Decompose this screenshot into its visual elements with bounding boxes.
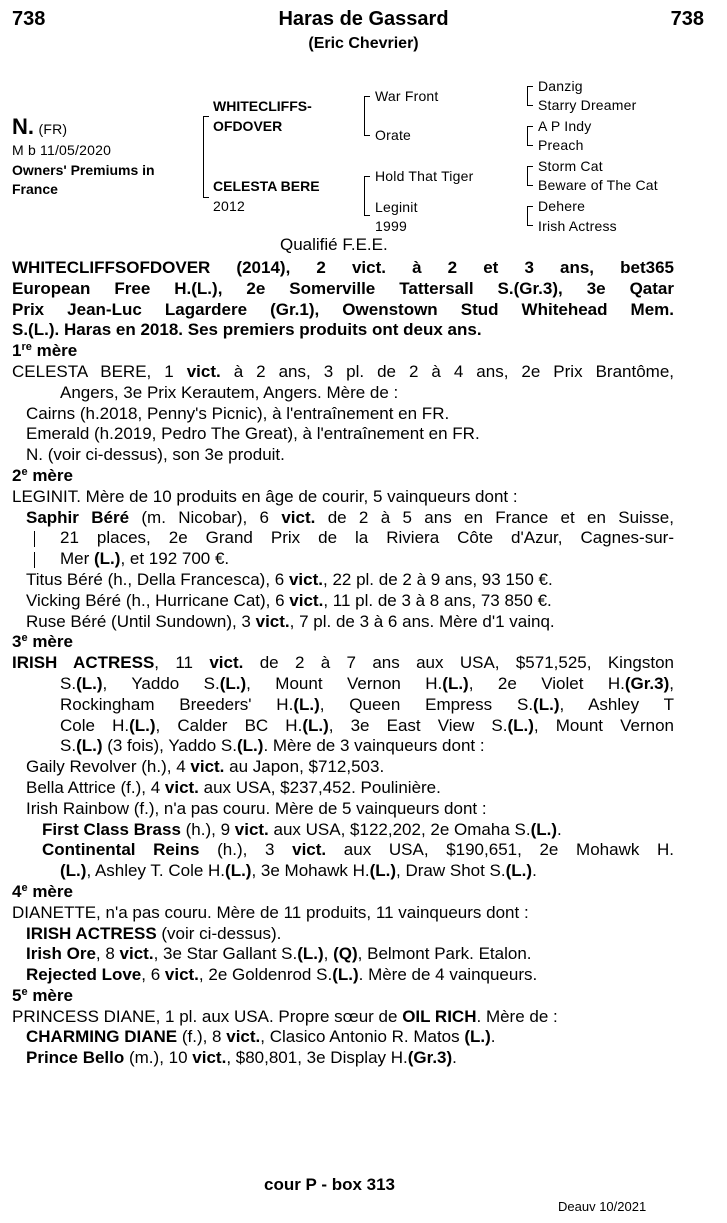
premium-line-1: Owners' Premiums in xyxy=(12,162,155,178)
pedigree-bracket-3a xyxy=(527,86,533,106)
margin-bar-2 xyxy=(34,552,35,568)
dam3-line-6: Gaily Revolver (h.), 4 vict. au Japon, $712,503. xyxy=(26,757,385,777)
dam5-line-3: Prince Bello (m.), 10 vict., $80,801, 3e Display H.(Gr.3). xyxy=(26,1048,457,1068)
dam2-line-6: Vicking Béré (h., Hurricane Cat), 6 vict., 11 pl. de 3 à 8 ans, 73 850 €. xyxy=(26,590,552,610)
dam2-line-4: Mer (L.), et 192 700 €. xyxy=(60,549,230,569)
dam2-line-1: LEGINIT. Mère de 10 produits en âge de courir, 5 vainqueurs dont : xyxy=(12,486,518,506)
dam4-line-4: Rejected Love, 6 vict., 2e Goldenrod S.(L.). Mère de 4 vainqueurs. xyxy=(26,965,538,985)
sire-text-4: S.(L.). Haras en 2018. Ses premiers produits ont deux ans. xyxy=(12,320,482,340)
footer-date: Deauv 10/2021 xyxy=(558,1199,647,1214)
pedigree-bracket-3c xyxy=(527,166,533,186)
dam-year: 2012 xyxy=(213,198,245,214)
section-heading-4: 4e mère xyxy=(12,881,73,901)
dam2-line-5: Titus Béré (h., Della Francesca), 6 vict., 22 pl. de 2 à 9 ans, 93 150 €. xyxy=(26,569,553,589)
pedigree-bracket-1 xyxy=(203,116,209,198)
dam3-line-1: IRISH ACTRESS, 11 vict. de 2 à 7 ans aux USA, $571,525, Kingston xyxy=(12,653,674,673)
lot-number-right: 738 xyxy=(670,8,704,30)
dss: Storm Cat xyxy=(538,158,603,174)
ssd: Starry Dreamer xyxy=(538,97,637,113)
sds: A P Indy xyxy=(538,118,592,134)
dam3-line-4: Cole H.(L.), Calder BC H.(L.), 3e East View S.(L.), Mount Vernon xyxy=(60,715,674,735)
lot-number-left: 738 xyxy=(12,8,46,30)
horse-id xyxy=(12,114,67,140)
ddd: Irish Actress xyxy=(538,218,617,234)
sdd: Preach xyxy=(538,137,584,153)
horse-sex-birth: M b 11/05/2020 xyxy=(12,142,112,158)
dam3-line-3: Rockingham Breeders' H.(L.), Queen Empress S.(L.), Ashley T xyxy=(60,694,674,714)
section-heading-1: 1re mère xyxy=(12,341,78,361)
dam-dam: Leginit xyxy=(375,199,418,215)
dam2-line-3: 21 places, 2e Grand Prix de la Riviera Côte d'Azur, Cagnes-sur- xyxy=(60,528,674,548)
pedigree-bracket-3b xyxy=(527,126,533,146)
dds: Dehere xyxy=(538,198,586,214)
dam4-line-3: Irish Ore, 8 vict., 3e Star Gallant S.(L.), (Q), Belmont Park. Etalon. xyxy=(26,944,532,964)
section-heading-3: 3e mère xyxy=(12,632,73,652)
dam3-line-9: First Class Brass (h.), 9 vict. aux USA, $122,202, 2e Omaha S.(L.). xyxy=(42,819,562,839)
qualification: Qualifié F.E.E. xyxy=(280,235,388,254)
dam3-line-7: Bella Attrice (f.), 4 vict. aux USA, $237,452. Poulinière. xyxy=(26,777,441,797)
dam-name: CELESTA BERE xyxy=(213,178,320,194)
dam4-line-1: DIANETTE, n'a pas couru. Mère de 11 produits, 11 vainqueurs dont : xyxy=(12,902,529,922)
horse-country: (FR) xyxy=(38,121,68,137)
pedigree-bracket-2b xyxy=(364,176,370,216)
dsd: Beware of The Cat xyxy=(538,177,658,193)
sire-name-2: OFDOVER xyxy=(213,118,283,134)
footer-location: cour P - box 313 xyxy=(264,1175,396,1194)
consignor-name: Haras de Gassard xyxy=(278,8,449,30)
dam3-line-2: S.(L.), Yaddo S.(L.), Mount Vernon H.(L.), 2e Violet H.(Gr.3), xyxy=(60,673,674,693)
dam3-line-10: Continental Reins (h.), 3 vict. aux USA, $190,651, 2e Mohawk H. xyxy=(42,840,675,860)
catalogue-body xyxy=(12,258,674,1069)
pedigree-bracket-2a xyxy=(364,96,370,136)
dam5-line-2: CHARMING DIANE (f.), 8 vict., Clasico Antonio R. Matos (L.). xyxy=(26,1027,496,1047)
dam1-line-3: Cairns (h.2018, Penny's Picnic), à l'entraînement en FR. xyxy=(26,403,450,423)
margin-bar-1 xyxy=(34,531,35,547)
sire-dam: Orate xyxy=(375,127,412,143)
dam1-line-5: N. (voir ci-dessus), son 3e produit. xyxy=(26,445,285,465)
dam2-line-2: Saphir Béré (m. Nicobar), 6 vict. de 2 à 5 ans en France et en Suisse, xyxy=(26,507,674,527)
agent-name: (Eric Chevrier) xyxy=(308,35,419,52)
sire-text-3: Prix Jean-Luc Lagardere (Gr.1), Owenstown Stud Whitehead Mem. xyxy=(12,299,674,319)
dam3-line-5: S.(L.) (3 fois), Yaddo S.(L.). Mère de 3 vainqueurs dont : xyxy=(60,736,485,756)
sire-text-1: WHITECLIFFSOFDOVER (2014), 2 vict. à 2 et 3 ans, bet365 xyxy=(12,258,674,277)
dam-sire: Hold That Tiger xyxy=(375,168,474,184)
section-heading-2: 2e mère xyxy=(12,465,73,485)
sire-sire: War Front xyxy=(375,88,439,104)
dam3-line-8: Irish Rainbow (f.), n'a pas couru. Mère de 5 vainqueurs dont : xyxy=(26,798,487,818)
dam1-line-2: Angers, 3e Prix Kerautem, Angers. Mère de : xyxy=(60,382,399,402)
section-heading-5: 5e mère xyxy=(12,985,73,1005)
horse-name: N. xyxy=(12,114,34,139)
dam3-line-11: (L.), Ashley T. Cole H.(L.), 3e Mohawk H.(L.), Draw Shot S.(L.). xyxy=(60,861,537,881)
premium-line-2: France xyxy=(12,181,58,197)
dam2-line-7: Ruse Béré (Until Sundown), 3 vict., 7 pl. de 3 à 6 ans. Mère d'1 vainq. xyxy=(26,611,555,631)
pedigree-bracket-3d xyxy=(527,206,533,226)
sire-text-2: European Free H.(L.), 2e Somerville Tattersall S.(Gr.3), 3e Qatar xyxy=(12,278,674,298)
dam1-line-4: Emerald (h.2019, Pedro The Great), à l'entraînement en FR. xyxy=(26,424,480,444)
sire-name-1: WHITECLIFFS- xyxy=(213,98,312,114)
dam-dam-year: 1999 xyxy=(375,218,407,234)
sss: Danzig xyxy=(538,78,583,94)
dam4-line-2: IRISH ACTRESS (voir ci-dessus). xyxy=(26,923,282,943)
dam5-line-1: PRINCESS DIANE, 1 pl. aux USA. Propre sœur de OIL RICH. Mère de : xyxy=(12,1006,558,1026)
dam1-line-1: CELESTA BERE, 1 vict. à 2 ans, 3 pl. de 2 à 4 ans, 2e Prix Brantôme, xyxy=(12,361,674,381)
